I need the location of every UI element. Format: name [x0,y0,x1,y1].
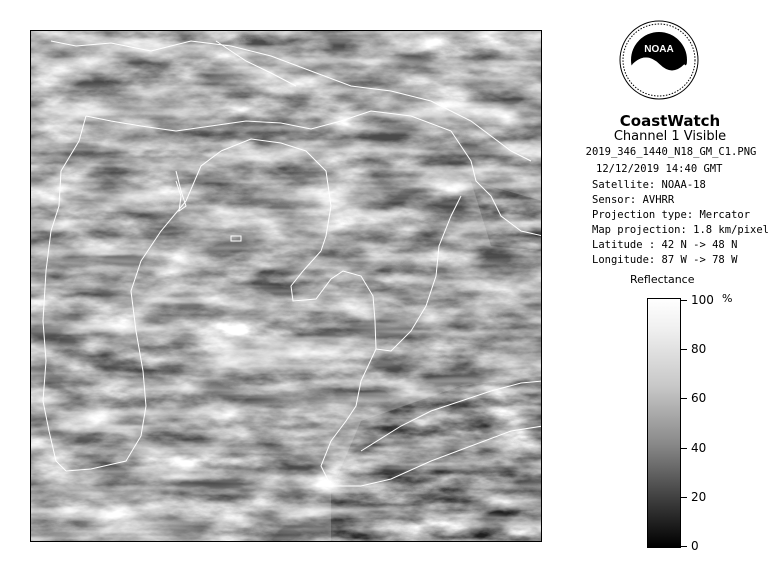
colorbar-tick-label: 100 [691,293,714,307]
colorbar-tick [681,497,687,498]
colorbar-tick [681,349,687,350]
filename: 2019_346_1440_N18_GM_C1.PNG [585,146,757,158]
channel-title: Channel 1 Visible [613,129,727,144]
colorbar-tick-label: 60 [691,391,707,405]
longitude-range: Longitude: 87 W -> 78 W [592,254,738,266]
reflectance-colorbar [647,298,681,548]
colorbar-tick-label: 20 [691,490,707,504]
legend-title: Reflectance [630,273,695,286]
acquisition-datetime: 12/12/2019 14:40 GMT [596,163,723,175]
satellite-image [31,31,542,542]
satellite-map [30,30,542,542]
colorbar-tick [681,546,687,547]
colorbar-tick-label: 0 [691,539,699,553]
colorbar-tick-label: 80 [691,342,707,356]
sensor-info: Sensor: AVHRR [592,194,675,206]
latitude-range: Latitude : 42 N -> 48 N [592,239,738,251]
noaa-logo-icon [619,20,699,100]
legend-unit: % [722,292,733,305]
satellite-info: Satellite: NOAA-18 [592,179,706,191]
colorbar-tick [681,300,687,301]
map-projection: Map projection: 1.8 km/pixel [592,224,770,236]
brand-title: CoastWatch [619,112,721,130]
logo-text: NOAA [644,44,674,55]
projection-type: Projection type: Mercator [592,209,751,221]
colorbar-tick [681,398,687,399]
colorbar-tick-label: 40 [691,441,707,455]
colorbar-tick [681,448,687,449]
